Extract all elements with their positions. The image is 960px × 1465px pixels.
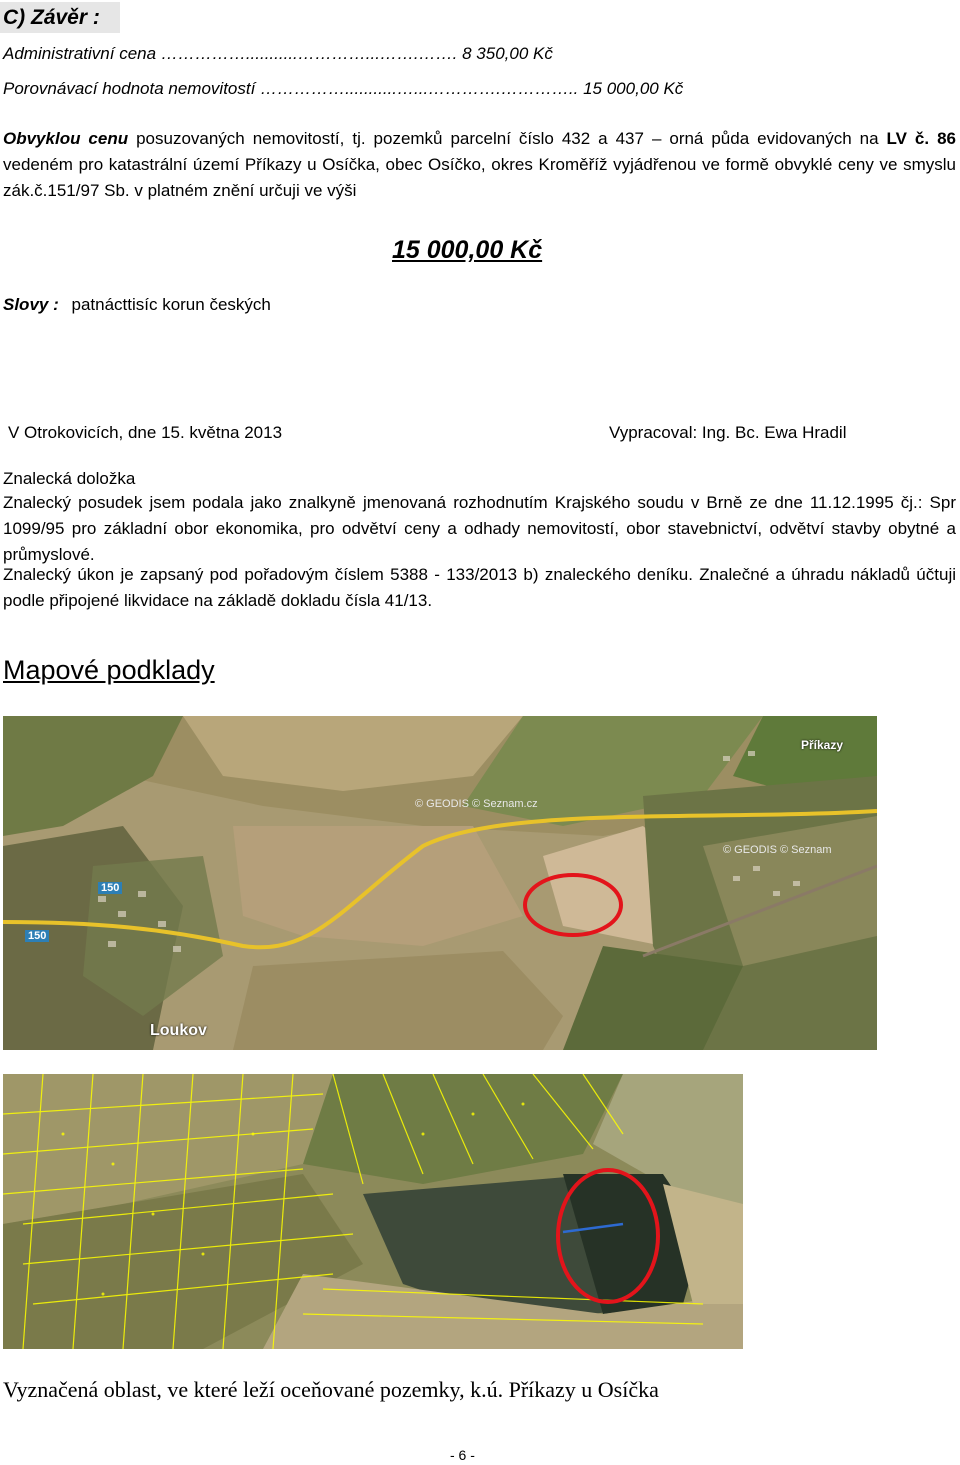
usual-price-term: Obvyklou cenu [3,129,129,148]
section-header: C) Závěr : [0,2,120,33]
map-watermark-2: © GEODIS © Seznam [723,844,832,856]
cadastral-map [3,1074,743,1349]
conclusion-text-2: vedeném pro katastrální území Příkazy u Osíčka, obec Osíčko, okres Kroměříž vyjádřenou ve formě obvyklé ceny ve smyslu zák.č.151/97 Sb. v platném znění určuji ve výši [3,155,956,200]
town-label-loukov: Loukov [150,1022,207,1039]
road-label-150-b: 150 [25,930,49,942]
slovy-label: Slovy : [3,295,59,314]
admin-price-label: Administrativní cena [3,44,157,63]
admin-price-value: 8 350,00 Kč [462,44,553,63]
map-watermark-1: © GEODIS © Seznam.cz [415,798,538,810]
final-value: 15 000,00 Kč [392,236,543,264]
lv-number: LV č. 86 [886,129,956,148]
section-title: Mapové podklady [3,655,215,685]
clause-paragraph-1: Znalecký posudek jsem podala jako znalkyně jmenovaná rozhodnutím Krajského soudu v Brně ze dne 11.12.1995 čj.: Spr 1099/95 pro základní obor ekonomika, pro odvětví ceny a odhady nemovitostí, obor stavebnictví, odvětví stavby obytné a průmyslové. [3,493,956,564]
cadastral-map-image [3,1074,743,1349]
road-label-150-a: 150 [98,882,122,894]
slovy-text: patnácttisíc korun českých [71,295,271,314]
compare-price-row [3,79,913,99]
map-caption: Vyznačená oblast, ve které leží oceňované pozemky, k.ú. Příkazy u Osíčka [3,1377,659,1402]
page-number: - 6 - [450,1447,475,1463]
town-label-prikazy: Příkazy [801,738,844,752]
admin-price-dots: ……………...........…………...…….……. [160,44,458,63]
admin-price-row [3,44,913,64]
conclusion-paragraph [3,126,956,204]
place-date: V Otrokovicích, dne 15. května 2013 [8,423,283,442]
slovy-row [3,295,271,315]
clause-title: Znalecká doložka [3,469,136,488]
satellite-map [3,716,877,1050]
prepared-by: Vypracoval: Ing. Bc. Ewa Hradil [609,423,847,442]
conclusion-text-1: posuzovaných nemovitostí, tj. pozemků parcelní číslo 432 a 437 – orná půda evidovaných na [128,129,887,148]
compare-price-label: Porovnávací hodnota nemovitostí [3,79,256,98]
satellite-map-image [3,716,877,1050]
clause-paragraph-2: Znalecký úkon je zapsaný pod pořadovým číslem 5388 - 133/2013 b) znaleckého deníku. Znalečné a úhradu nákladů účtuji podle připojené likvidace na základě dokladu čísla 41/13. [3,565,956,610]
compare-price-dots: ……………...........…...………….………….. [260,79,579,98]
compare-price-value: 15 000,00 Kč [583,79,684,98]
